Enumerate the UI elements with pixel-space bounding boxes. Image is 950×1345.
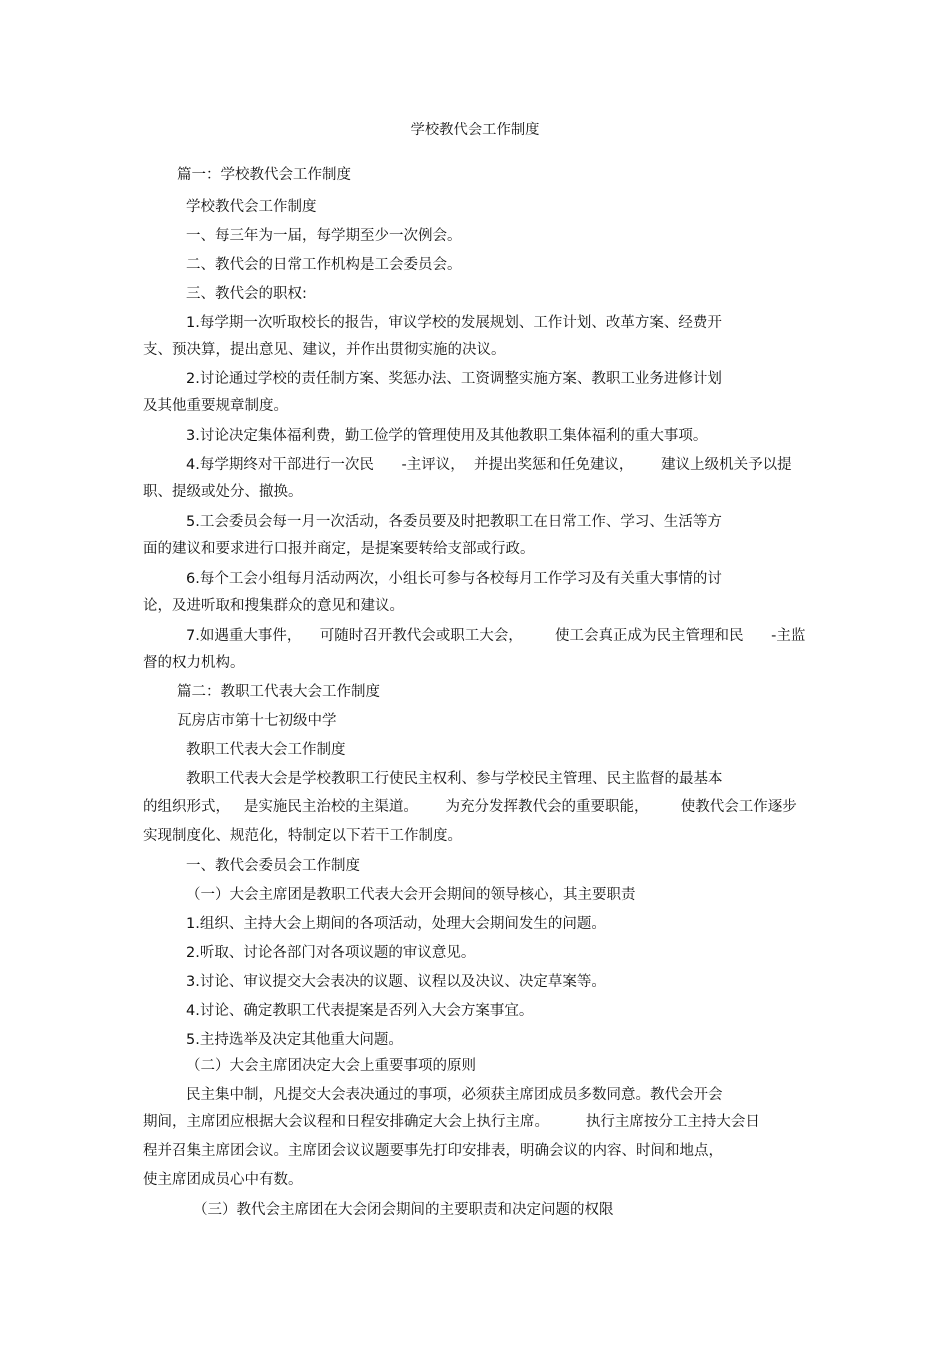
subheading: 教职工代表大会工作制度 [186, 742, 346, 758]
list-item-line: 3.讨论、审议提交大会表决的议题、议程以及决议、决定草案等。 [186, 974, 606, 990]
paragraph-line: 的组织形式， 是实施民主治校的主渠道。 为充分发挥教代会的重要职能， 使教代会工作逐步 [143, 799, 797, 815]
list-item-line: 支、预决算，提出意见、建议，并作出贯彻实施的决议。 [143, 342, 506, 358]
paragraph-line: 期间，主席团应根据大会议程和日程安排确定大会上执行主席。 执行主席按分工主持大会日 [143, 1114, 760, 1130]
list-item-line: 4.讨论、确定教职工代表提案是否列入大会方案事宜。 [186, 1003, 534, 1019]
section-subheading: （二）大会主席团决定大会上重要事项的原则 [186, 1058, 476, 1074]
list-item-line: 7.如遇重大事件， 可随时召开教代会或职工大会， 使工会真正成为民主管理和民 -主监 [186, 628, 806, 644]
section-heading-part-one: 篇一：学校教代会工作制度 [177, 167, 351, 183]
list-item-line: 论，及进听取和搜集群众的意见和建议。 [143, 598, 404, 614]
list-item-line: 2.听取、讨论各部门对各项议题的审议意见。 [186, 945, 476, 961]
section-heading-part-two: 篇二：教职工代表大会工作制度 [177, 684, 380, 700]
paragraph-line: 二、教代会的日常工作机构是工会委员会。 [186, 257, 462, 273]
section-subheading: 一、教代会委员会工作制度 [186, 858, 360, 874]
paragraph-line: 使主席团成员心中有数。 [143, 1172, 303, 1188]
paragraph-line: 程并召集主席团会议。主席团会议议题要事先打印安排表，明确会议的内容、时间和地点， [143, 1143, 723, 1159]
list-item-line: 3.讨论决定集体福利费，勤工俭学的管理使用及其他教职工集体福利的重大事项。 [186, 428, 708, 444]
subheading: 学校教代会工作制度 [186, 199, 317, 215]
list-item-line: 4.每学期终对干部进行一次民 -主评议， 并提出奖惩和任免建议， 建议上级机关予以提 [186, 457, 792, 473]
paragraph-line: 实现制度化、规范化，特制定以下若干工作制度。 [143, 828, 462, 844]
section-subheading: （一）大会主席团是教职工代表大会开会期间的领导核心，其主要职责 [186, 887, 636, 903]
list-item-line: 1.每学期一次听取校长的报告，审议学校的发展规划、工作计划、改革方案、经费开 [186, 315, 722, 331]
paragraph-line: 一、每三年为一届，每学期至少一次例会。 [186, 228, 462, 244]
list-item-line: 5.主持选举及决定其他重大问题。 [186, 1032, 403, 1048]
paragraph-line: 民主集中制，凡提交大会表决通过的事项，必须获主席团成员多数同意。教代会开会 [186, 1087, 723, 1103]
list-item-line: 6.每个工会小组每月活动两次，小组长可参与各校每月工作学习及有关重大事情的讨 [186, 571, 722, 587]
paragraph-line: 三、教代会的职权: [186, 286, 307, 302]
document-title: 学校教代会工作制度 [410, 122, 540, 138]
paragraph-line: 教职工代表大会是学校教职工行使民主权利、参与学校民主管理、民主监督的最基本 [186, 771, 723, 787]
list-item-line: 2.讨论通过学校的责任制方案、奖惩办法、工资调整实施方案、教职工业务进修计划 [186, 371, 722, 387]
list-item-line: 职、提级或处分、撤换。 [143, 484, 303, 500]
list-item-line: 面的建议和要求进行口报并商定，是提案要转给支部或行政。 [143, 541, 535, 557]
school-name: 瓦房店市第十七初级中学 [177, 713, 337, 729]
list-item-line: 及其他重要规章制度。 [143, 398, 288, 414]
list-item-line: 1.组织、主持大会上期间的各项活动，处理大会期间发生的问题。 [186, 916, 606, 932]
section-subheading: （三）教代会主席团在大会闭会期间的主要职责和决定问题的权限 [193, 1202, 614, 1218]
list-item-line: 5.工会委员会每一月一次活动，各委员要及时把教职工在日常工作、学习、生活等方 [186, 514, 722, 530]
list-item-line: 督的权力机构。 [143, 655, 245, 671]
